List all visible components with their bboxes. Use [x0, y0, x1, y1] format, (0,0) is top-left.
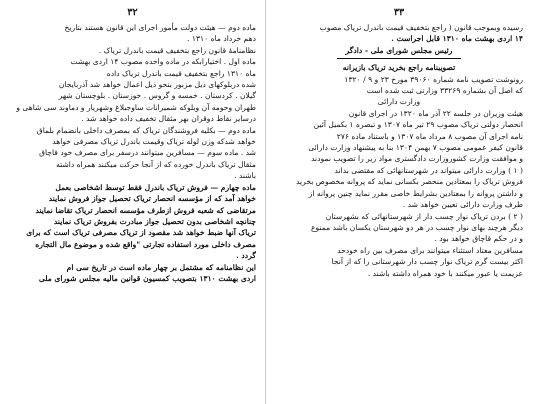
- text-line: دیگر هرچند بهای نوار چسب در هر دو شهرستان یکسان باشد ممنوع: [310, 222, 523, 232]
- text-line: ( ۲ ) بردن تریاک نوار چسب دار از شهرستانهائی که بشهرستان: [325, 211, 523, 221]
- text-line: رسیده وبموجب قانون ( راجع بتخفیف قیمت باندرل تریاک مصوب: [319, 23, 523, 32]
- text-line: این نظامنامه که مشتمل بر چهار ماده است در تاریخ سی ام: [66, 262, 256, 272]
- text-line: عزیمت یا عبور میکنند با خود همراه داشته باشند .: [367, 268, 523, 278]
- text-line: ۱۴ اردی بهشت ماه ۱۳۱۰ قابل اجراست .: [391, 34, 523, 44]
- text-line: ماده دوم — بکلیه فروشندگان تریاک که بمصرف داخلی بانضمام بلماق: [36, 125, 256, 135]
- text-line: و داشتن پروانه را بمعتادین بشرایط خاصی مقرر نماید چنین پروانه از: [308, 188, 523, 198]
- text-line: طرف وزارت دارائی تعیین خواهد شد .: [402, 200, 523, 210]
- text-line: مرتقاضی که شعبه فروش ازطرف مؤسسه انحصار تریاک تقاضا نمایند: [35, 205, 256, 215]
- text-line: درسایر نقاط دوقران بهر مثقال تخفیف داده خواهد شد .: [81, 114, 256, 124]
- text-line: مسافرین معتاد استثناء میتوانند برای مصرف بین راه خودحد: [337, 245, 523, 255]
- text-line: رونوشت تصویب نامه شماره ۳۹۰۶۰ مورخ ۲۳ و ۹ / ۱۳۲۰: [344, 74, 523, 84]
- text-line: ماده دوم — هیئت دولت مأمور اجرای این قانون هستند بتاریخ: [64, 23, 256, 32]
- heading-line: تصویبنامه راجع بخرید تریاک بازیرانه: [342, 63, 456, 73]
- text-line: ماده چهارم — فروش تریاک باندرل فقط توسط اشخاصی بعمل: [55, 182, 256, 192]
- section-divider: [337, 58, 461, 59]
- text-line: نظامنامهٔ قانون راجع بتخفیف قیمت باندرل تریاک .: [98, 45, 256, 55]
- text-line: باشند .: [234, 171, 256, 181]
- text-line: اکثر بیست گرم تریاک نوار چسب دار شهرستانی را که از آنجا: [331, 257, 523, 267]
- text-line: شد . ماده سوم — مسافرین میتوانند درسفر برای مصرف خود قاچاق: [39, 148, 256, 158]
- text-line: انحصار دولتی تریاک مصوب ۲۹ تیر ماه ۱۳۰۷ و تبصره ۱ بکمیل آئین: [313, 120, 523, 130]
- text-line: فروش تریاک را بمعتادین منحصر بکسانی نماید که پروانه مخصوص بخرید: [296, 177, 523, 187]
- text-line: گردد .: [236, 251, 256, 261]
- text-line: نامه اجرای آن مصوب ۸ مرداد ماه ۱۳۰۷ و باستناد ماده ۲۷۶: [336, 131, 523, 141]
- text-line: که اصل آن بشماره ۳۳۲۶۹ وزارتی ثبت شده است: [366, 86, 523, 96]
- text-line: مثقال تریاک باندرل خورده که از آنجا حرکت میکنند همراه داشته: [56, 159, 256, 169]
- text-line: گیلان . کردستان . خمسه و گروس . خوزستان . بلوچستان شهر: [58, 91, 256, 101]
- heading-line: رئیس مجلس شورای ملی - دادگر: [345, 45, 453, 55]
- text-line: چنانچه اشخاصی بدون تحصیل جواز مبادرت بفروش تریاک نمایند: [53, 216, 256, 226]
- text-line: مصرف داخلی مورد استفاده تجارتی "واقع شده و موضوع مال التجاره: [35, 239, 256, 249]
- text-line: و در حکم قاچاق خواهد بود .: [434, 234, 523, 244]
- text-line: ماه ۱۳۱۰ راجع بتخفیف قیمت باندرل تریاک داده: [106, 68, 256, 78]
- text-line: خواهد آمد که از مؤسسه انحصار تریاک تحصیل جواز فروش نمایند: [48, 194, 256, 204]
- text-line: و موافقت وزارت کشوروزارت دادگستری مواد زیر را تصویب نمودند: [311, 154, 523, 164]
- heading-line: وزارت دارائی: [377, 97, 421, 107]
- page-number: ۳۳: [393, 7, 405, 18]
- text-line: ( ۱ ) وزارت دارائی میتواند در شهرستانهائی که مقتضی بداند: [334, 165, 523, 175]
- text-line: شده دربلوکهای ذیل مزبور بنحو ذیل اعمال خواهد شد آذربایجان: [58, 80, 256, 90]
- text-line: ماده اول . اختیارابکه در ماده واحده مصوب ۱۴ اردی بهشت: [70, 57, 256, 67]
- page-number: ۳۲: [127, 7, 138, 18]
- text-line: طهران وحومه آن وبلوکه شمیرانات ساوجبلاغ وشهریار و دماوند سی شاهی و: [16, 102, 256, 112]
- text-line: دهم خرداد ماه ۱۳۱۰ .: [187, 34, 256, 44]
- left-page: [0, 0, 266, 404]
- text-line: خواهد شدکه وزن لوله تریاک وقیمت باندرل تریاک مصرفی خواهد: [52, 137, 256, 147]
- right-page: [266, 0, 532, 404]
- text-line: اردی بهشت ۱۳۱۰ بتصویب کمسیون قوانین مالیه مجلس شورای ملی: [38, 273, 256, 283]
- text-line: تریاک آنها ضبط خواهد شد مقصود از تریاک مصرفی تریاک است که برای: [26, 228, 256, 238]
- text-line: قانون کیفر عمومی مصوب ۷ بهمن ۱۳۰۴ بنا به پیشنهاد وزارت دارائی: [308, 143, 523, 153]
- page-text: [9, 22, 256, 284]
- text-line: هیئت وزیران در جلسه ۲۲ آذر ماه ۱۳۲۰ در اجرای قانون: [348, 108, 523, 118]
- page-text: [275, 22, 523, 279]
